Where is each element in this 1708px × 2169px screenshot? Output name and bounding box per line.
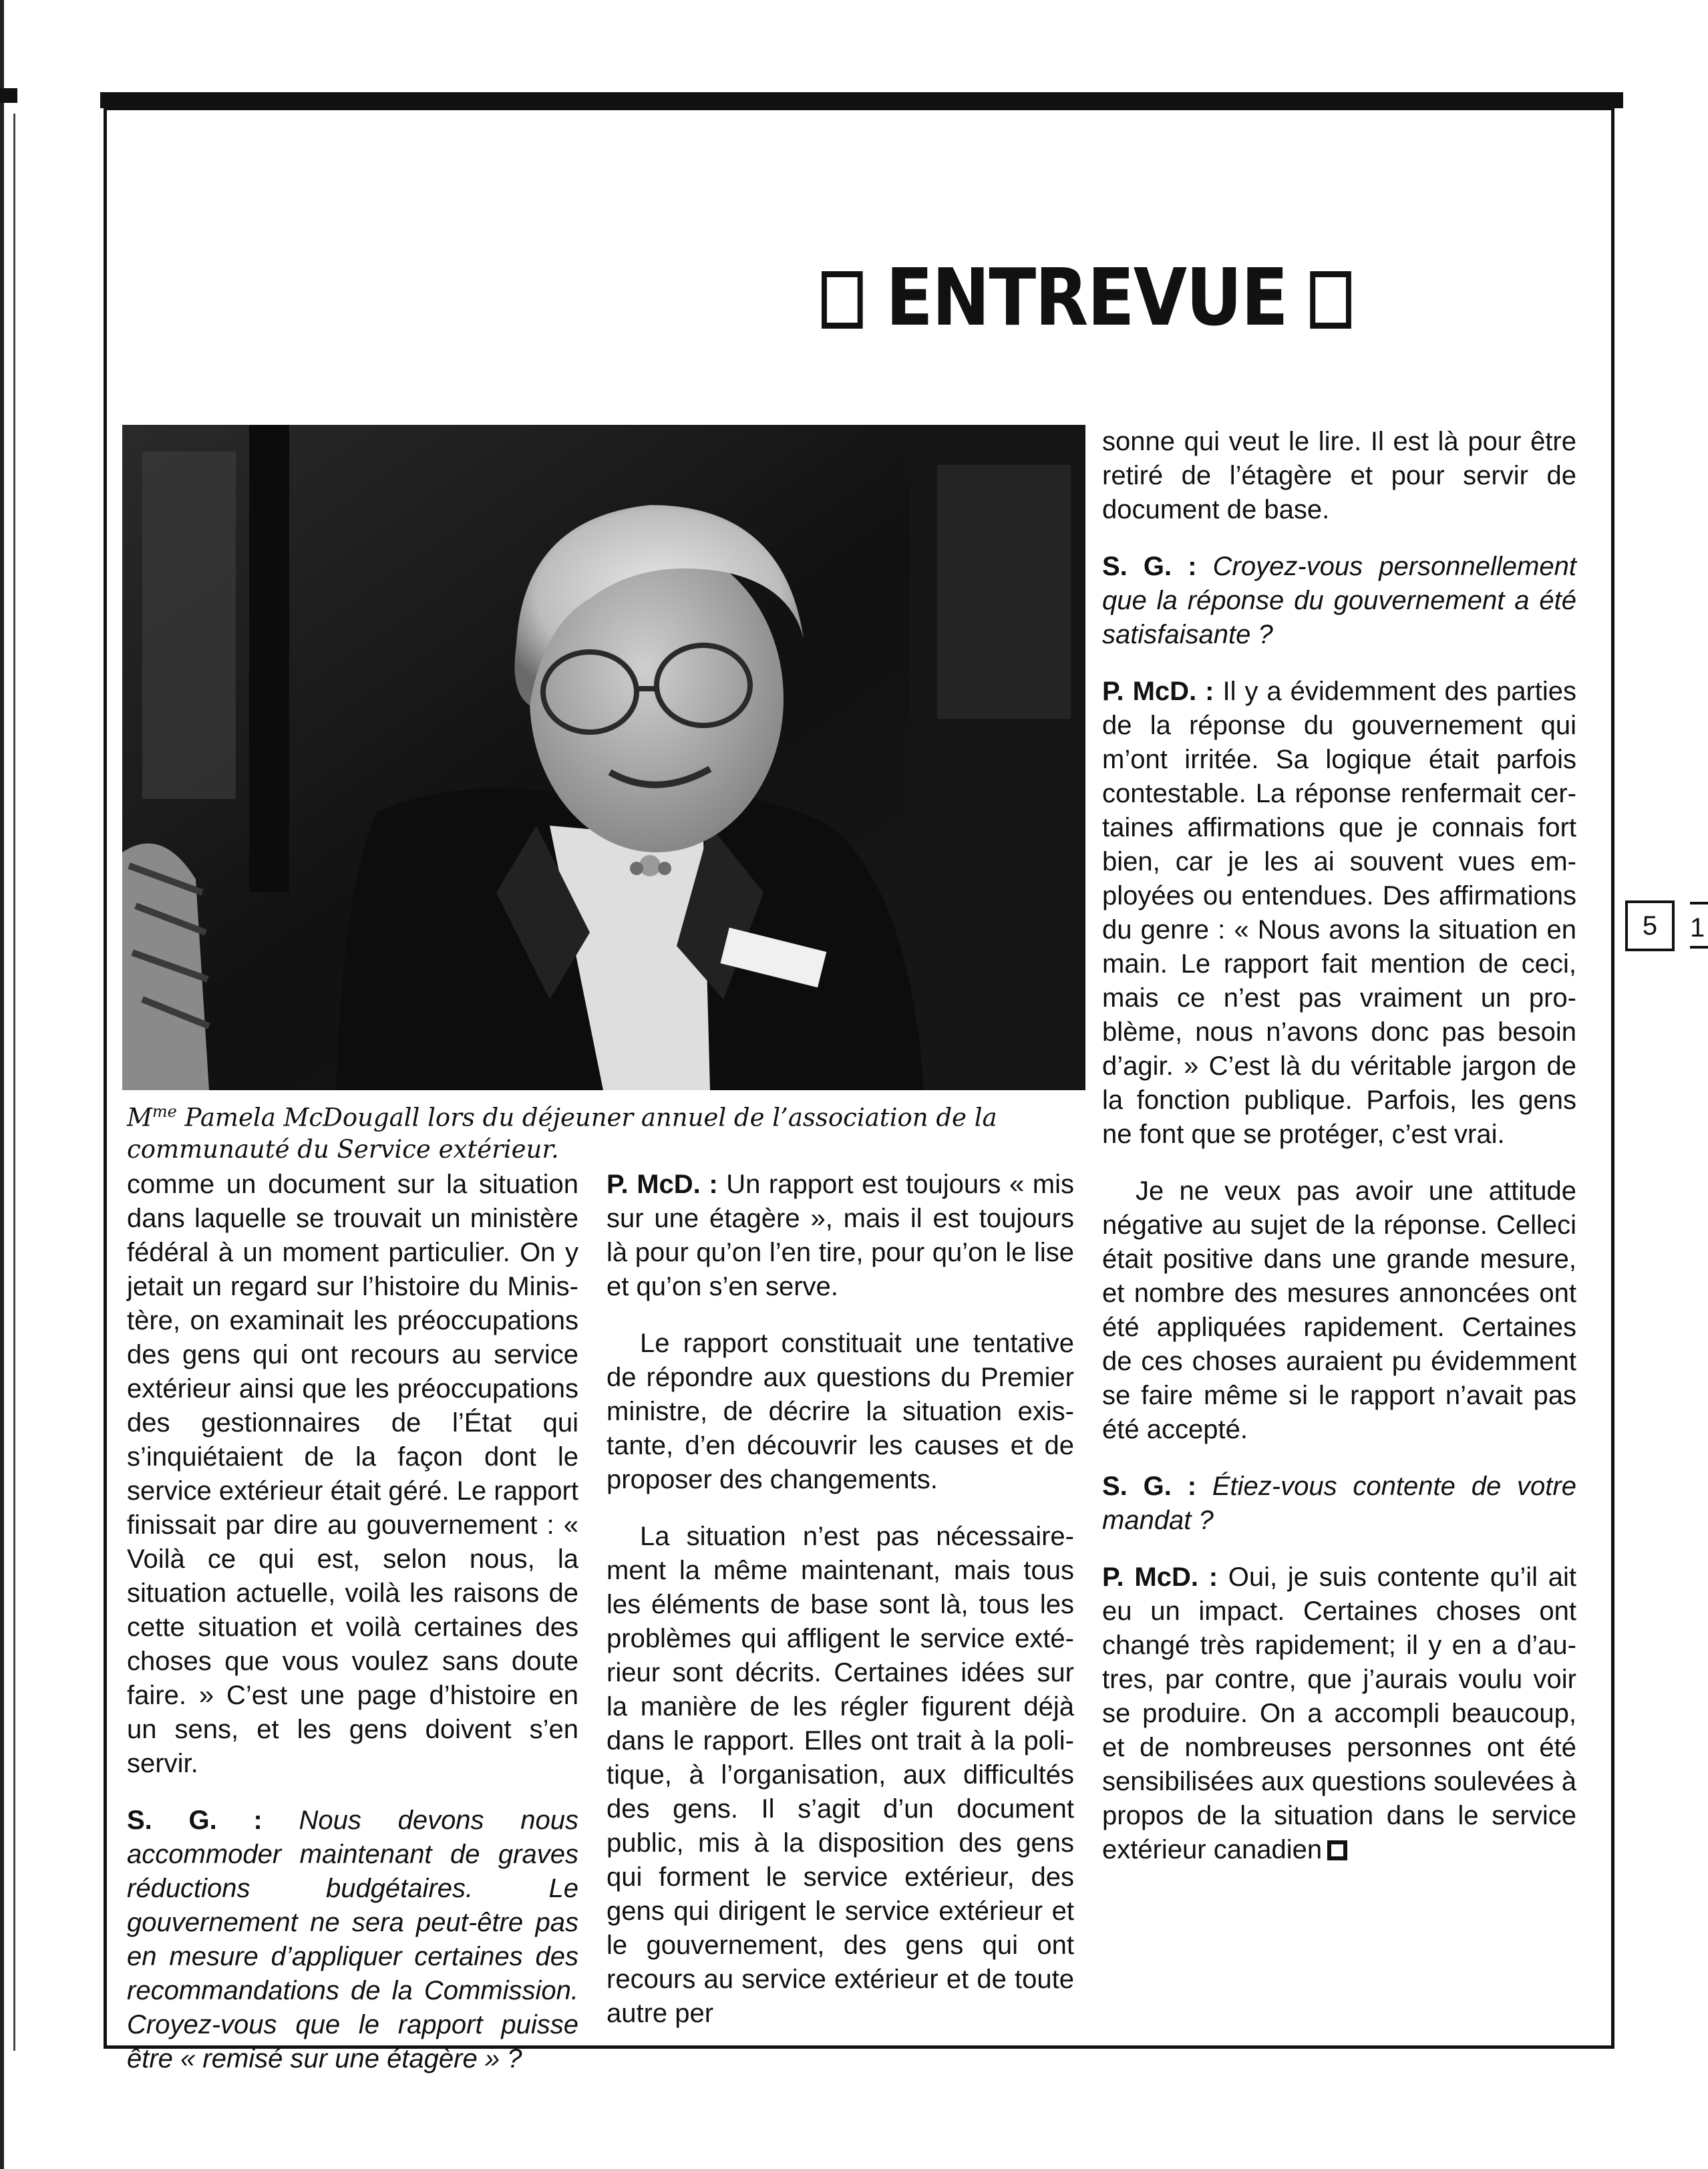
scan-edge-rule-inner — [13, 114, 15, 2051]
question-text: Nous devons nous accommoder maintenant de graves réductions budgétaires. Le gouvernement ne sera peut-être pas en mesure d’appliquer certaines des recommandations de la Commission. Croyez-vous que le rapport puisse être « remisé sur une étagère » ? — [127, 1806, 578, 2073]
paragraph: comme un document sur la situation dans laquelle se trouvait un ministère fédéral à un moment particulier. On y jetait un regard sur l’histoire du Ministère, on examinait les préoccupations des gens qui ont recours au service extérieur ainsi que les préoccupations des gestionnaires de l’État qui s’inquiétaient de la façon dont le service extérieur était géré. Le rapport finissait par dire au gouvernement : « Voilà ce qui est, selon nous, la situation actuelle, voilà les raisons de cette situation et voilà certaines des choses que vous voulez sans doute faire. » C’est une page d’histoire en un sens, et les gens doivent s’en servir. — [127, 1170, 578, 1778]
answer-text: Il y a évidemment des parties de la réponse du gouvernement qui m’ont irritée. Sa logique était parfois contestable. La réponse renfermait certaines affirmations que je connais fort bien, car je les ai souvent vues employées ou entendues. Des affirmations du genre : « Nous avons la situation en main. Le rapport fait mention de ceci, mais ce n’est pas vraiment un problème, nous n’avons donc pas besoin d’agir. » C’est là du véritable jargon de la fonction publique. Parfois, les gens ne font que se protéger, c’est vrai. — [1102, 677, 1577, 1149]
speaker-label: P. McD. : — [1102, 1562, 1218, 1592]
speaker-label: S. G. : — [1102, 552, 1197, 581]
paragraph: sonne qui veut le lire. Il est là pour être retiré de l’étagère et pour servir de document de base. — [1102, 427, 1576, 524]
caption-prefix: M — [127, 1103, 152, 1132]
title-right-square-icon — [1311, 271, 1352, 329]
column-1 — [127, 1168, 578, 2099]
photo-caption — [127, 1096, 1075, 1166]
portrait-photo — [122, 425, 1085, 1090]
caption-superscript: me — [152, 1102, 177, 1121]
question-paragraph — [1102, 1470, 1576, 1538]
section-title — [822, 247, 1351, 347]
question-text: Étiez-vous contente de votre mandat ? — [1102, 1472, 1576, 1535]
speaker-label: P. McD. : — [1102, 677, 1214, 706]
answer-text: Un rapport est toujours « mis sur une étagère », mais il est toujours là pour qu’on l’en tire, pour qu’on le lise et qu’on s’en serve. — [607, 1170, 1074, 1301]
question-paragraph — [127, 1804, 578, 2076]
portrait-photo-drawing — [122, 425, 1085, 1090]
page-number: 5 — [1625, 900, 1675, 951]
speaker-label: P. McD. : — [607, 1170, 718, 1199]
section-title-text: ENTREVUE — [886, 251, 1288, 343]
adjacent-page-fragment: 1 — [1690, 902, 1708, 949]
speaker-label: S. G. : — [1102, 1472, 1197, 1501]
speaker-label: S. G. : — [127, 1806, 263, 1835]
header-bar — [100, 92, 1623, 108]
paragraph: Le rapport constituait une tentative de répondre aux questions du Premier ministre, de décrire la situation existante, d’en découvrir les causes et de proposer des changements. — [607, 1329, 1074, 1494]
paragraph: Je ne veux pas avoir une attitude négative au sujet de la réponse. Celleci était positive dans une grande mesure, et nombre des mesures annoncées ont été appliquées rapidement. Certaines de ces choses auraient pu évidemment se faire même si le rapport n’avait pas été accepté. — [1102, 1176, 1576, 1444]
answer-paragraph — [1102, 675, 1576, 1152]
scan-edge-rule — [0, 0, 4, 2169]
paragraph: La situation n’est pas nécessairement la même maintenant, mais tous les éléments de base sont là, tous les problèmes qui affligent le service extérieur sont décrits. Certaines idées sur la manière de les régler figurent déjà dans le rapport. Elles ont trait à la politique, à l’organisation, aux difficultés des gens. Il s’agit d’un document public, mis à la disposition des gens qui forment le service extérieur, des gens qui dirigent le service extérieur et le gouvernement, des gens qui ont recours au service extérieur et de toute autre per — [607, 1522, 1074, 2028]
caption-text: Pamela McDougall lors du déjeuner annuel de l’association de la communauté du Service extérieur. — [127, 1103, 997, 1164]
scan-edge-mark — [0, 88, 17, 103]
answer-paragraph — [607, 1168, 1074, 1304]
end-of-article-square-icon — [1327, 1840, 1347, 1860]
question-text: Croyez-vous personnellement que la réponse du gouvernement a été satisfaisante ? — [1102, 552, 1576, 649]
title-left-square-icon — [822, 271, 863, 329]
column-3 — [1102, 425, 1576, 1890]
question-paragraph — [1102, 550, 1576, 652]
column-2 — [607, 1168, 1074, 2053]
answer-text: Oui, je suis contente qu’il ait eu un impact. Certaines choses ont changé très rapidement; il y en a d’autres, par contre, que j’aurais voulu voir se produire. On a accompli beaucoup, et de nombreuses personnes ont été sensibilisées aux questions soulevées à propos de la situation dans le service extérieur canadien — [1102, 1562, 1577, 1864]
answer-paragraph — [1102, 1560, 1576, 1867]
